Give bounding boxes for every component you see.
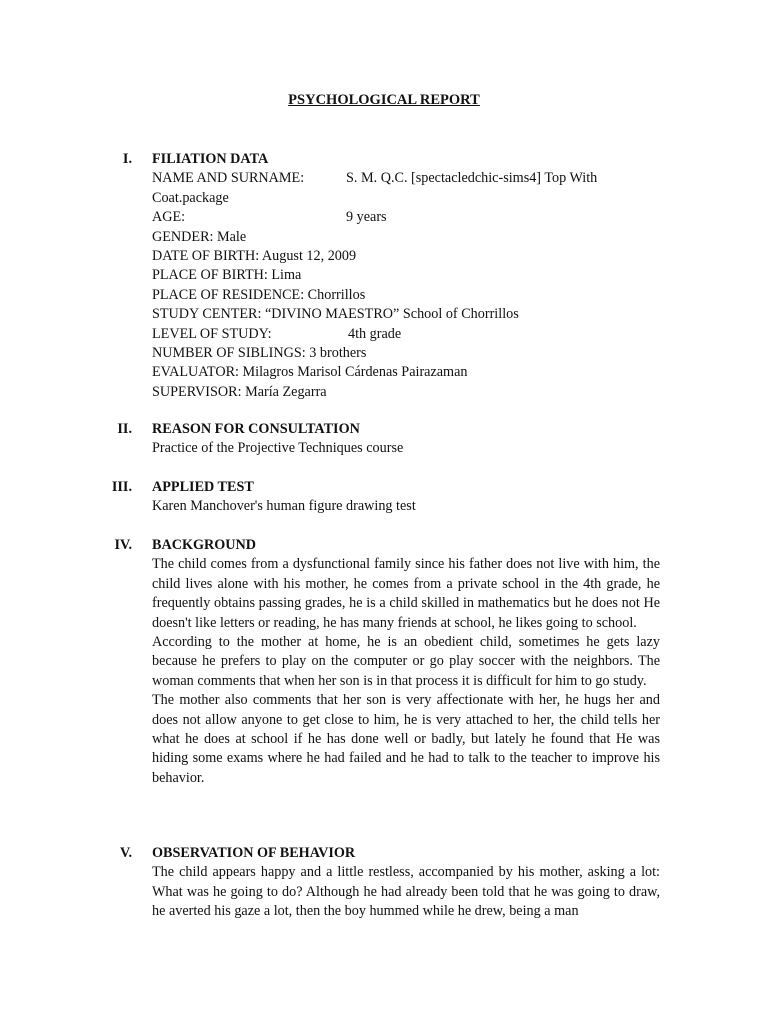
age-label: AGE: [152, 209, 186, 226]
evaluator-line: EVALUATOR: Milagros Marisol Cárdenas Pairazaman [152, 364, 468, 381]
level-value: 4th grade [348, 325, 402, 342]
test-text: Karen Manchover's human figure drawing test [152, 498, 416, 515]
background-paragraph-2: According to the mother at home, he is an obedient child, sometimes he gets lazy because he prefers to play on the computer or go play soccer with the neighbors. The woman comments that when her son is in that process it is difficult for him to go study. [152, 634, 660, 689]
section-heading: OBSERVATION OF BEHAVIOR [152, 845, 356, 861]
level-row [152, 325, 660, 344]
name-row [152, 169, 660, 188]
background-paragraph-1: The child comes from a dysfunctional family since his father does not live with him, the child lives alone with his mother, he comes from a private school in the 4th grade, he frequently obtains passing grades, he is a child skilled in mathematics but he does not He doesn't like letters or reading, he has many friends at school, he likes going to school. [152, 556, 660, 631]
name-value: S. M. Q.C. [spectacledchic-sims4] Top With [346, 170, 598, 187]
gender-line: GENDER: Male [152, 228, 247, 245]
supervisor-line: SUPERVISOR: María Zegarra [152, 383, 327, 400]
section-body [152, 150, 660, 402]
section-heading: BACKGROUND [152, 537, 257, 553]
observation-paragraph-1: The child appears happy and a little restless, accompanied by his mother, asking a lot: What was he going to do? Although he had already been told that he was going to draw, he averted his gaze a lot, then the boy hummed while he drew, being a man [152, 864, 660, 920]
section-number: II. [117, 421, 132, 437]
report-title: PSYCHOLOGICAL REPORT [288, 92, 480, 108]
section-number: V. [120, 845, 132, 861]
age-row [152, 208, 660, 227]
name-label: NAME AND SURNAME: [152, 170, 305, 187]
section-heading: REASON FOR CONSULTATION [152, 421, 360, 437]
section-number: III. [111, 479, 132, 495]
section-number: I. [122, 151, 132, 167]
section-body [152, 844, 660, 922]
section-number: IV. [114, 537, 132, 553]
residence-line: PLACE OF RESIDENCE: Chorrillos [152, 286, 366, 303]
dob-line: DATE OF BIRTH: August 12, 2009 [152, 248, 357, 265]
siblings-line: NUMBER OF SIBLINGS: 3 brothers [152, 345, 367, 362]
section-heading: APPLIED TEST [152, 479, 254, 495]
section-body [152, 420, 660, 459]
reason-text: Practice of the Projective Techniques course [152, 440, 404, 457]
section-heading: FILIATION DATA [152, 151, 269, 167]
name-value-continued: Coat.package [152, 189, 229, 206]
pob-line: PLACE OF BIRTH: Lima [152, 267, 302, 284]
background-paragraph-3: The mother also comments that her son is very affectionate with her, he hugs her and does not allow anyone to get close to him, he is very attached to her, the child tells her what he does at school if he has done well or badly, but lately he found that He was hiding some exams where he had failed and he had to talk to the teacher to improve his behavior. [152, 692, 660, 786]
section-body [152, 536, 660, 788]
age-value: 9 years [346, 209, 387, 226]
section-body [152, 478, 660, 517]
level-label: LEVEL OF STUDY: [152, 325, 272, 342]
study-center-line: STUDY CENTER: “DIVINO MAESTRO” School of Chorrillos [152, 306, 519, 323]
